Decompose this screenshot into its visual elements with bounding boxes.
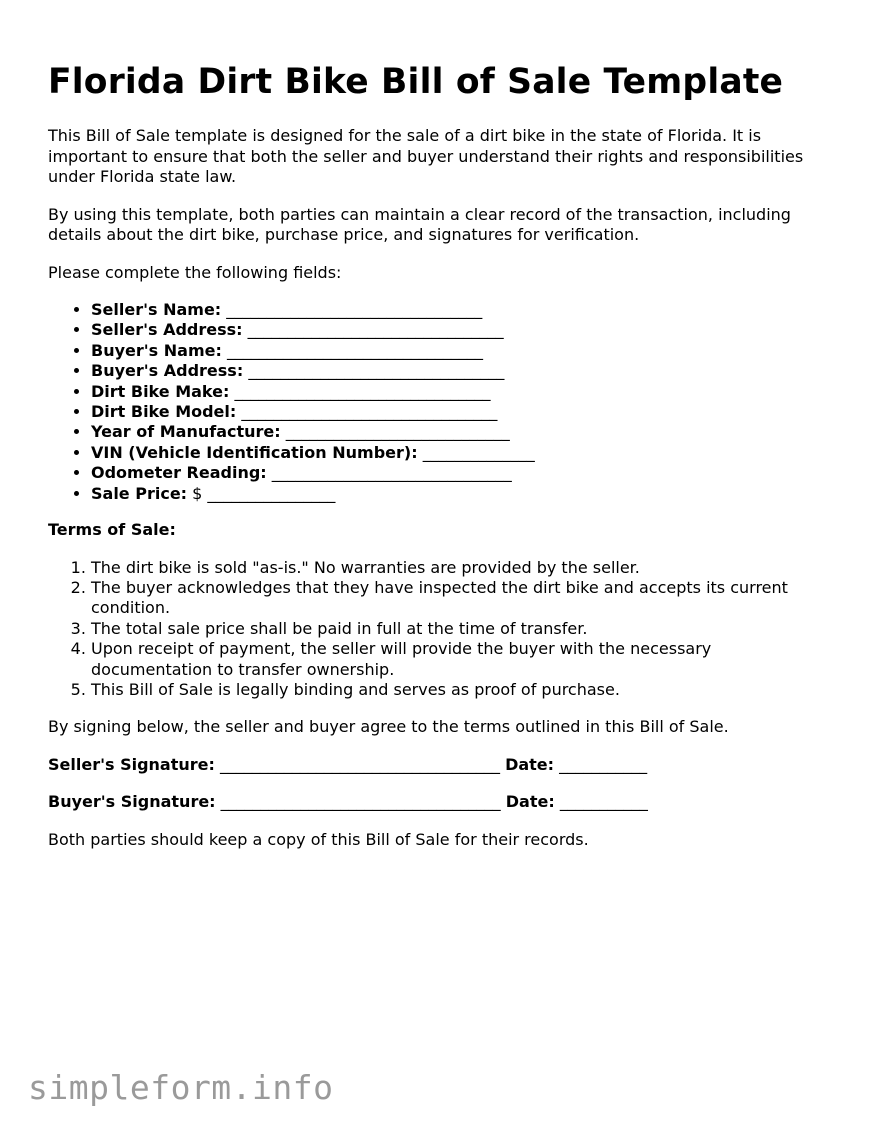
field-label: Year of Manufacture: xyxy=(91,422,281,442)
list-item xyxy=(91,402,828,422)
seller-signature-blank[interactable]: ___________________________________ xyxy=(214,754,506,774)
closing-text: Both parties should keep a copy of this Bill of Sale for their records. xyxy=(48,829,589,849)
field-label: Buyer's Name: xyxy=(91,340,222,360)
page-title: Florida Dirt Bike Bill of Sale Template xyxy=(48,62,784,102)
field-blank[interactable]: ____________________________ xyxy=(280,422,510,442)
field-label: Dirt Bike Model: xyxy=(91,402,237,422)
list-item xyxy=(91,300,828,320)
seller-signature-label: Seller's Signature: xyxy=(48,754,215,774)
field-blank[interactable]: ______________________________ xyxy=(266,463,512,483)
list-item xyxy=(91,361,828,381)
seller-date-label: Date: xyxy=(505,754,555,774)
field-blank[interactable]: ________________________________ xyxy=(229,381,491,401)
seller-signature-line xyxy=(48,755,828,776)
buyer-signature-label: Buyer's Signature: xyxy=(48,792,216,812)
watermark: simpleform.info xyxy=(28,1068,334,1107)
instructions: Please complete the following fields: xyxy=(48,262,342,282)
list-item: 1. The dirt bike is sold "as-is." No warranties are provided by the seller. xyxy=(91,558,828,578)
list-item xyxy=(91,463,828,483)
field-label: Seller's Address: xyxy=(91,320,243,340)
buyer-signature-line xyxy=(48,792,828,813)
field-blank[interactable]: ________________________________ xyxy=(242,320,504,340)
field-blank[interactable]: ________________________________ xyxy=(236,402,498,422)
list-item: 2. The buyer acknowledges that they have inspected the dirt bike and accepts its current condition. xyxy=(91,578,828,619)
terms-heading: Terms of Sale: xyxy=(48,520,176,540)
list-item xyxy=(91,382,828,402)
list-item xyxy=(91,443,828,463)
list-item xyxy=(91,422,828,442)
field-blank[interactable]: ______________ xyxy=(417,442,535,462)
list-item: 4. Upon receipt of payment, the seller will provide the buyer with the necessary documentation to transfer ownership. xyxy=(91,639,828,680)
field-blank[interactable]: ________________________________ xyxy=(221,340,483,360)
field-label: Odometer Reading: xyxy=(91,463,267,483)
list-item xyxy=(91,341,828,361)
list-item: 3. The total sale price shall be paid in full at the time of transfer. xyxy=(91,619,828,639)
field-label: Buyer's Address: xyxy=(91,361,244,381)
agreement-text: By signing below, the seller and buyer agree to the terms outlined in this Bill of Sale. xyxy=(48,717,729,737)
field-blank[interactable]: ________________________________ xyxy=(243,361,505,381)
buyer-date-blank[interactable]: ___________ xyxy=(554,792,648,812)
buyer-signature-blank[interactable]: ___________________________________ xyxy=(215,792,506,812)
list-item xyxy=(91,484,828,504)
buyer-date-label: Date: xyxy=(505,792,555,812)
field-blank[interactable]: $ ________________ xyxy=(187,483,336,503)
seller-date-blank[interactable]: ___________ xyxy=(554,754,648,774)
field-label: VIN (Vehicle Identification Number): xyxy=(91,442,418,462)
fields-list xyxy=(48,300,828,504)
field-label: Sale Price: xyxy=(91,483,188,503)
intro-paragraph-2: By using this template, both parties can maintain a clear record of the transaction, including details about the dirt bike, purchase price, and signatures for verification. xyxy=(48,204,791,244)
list-item xyxy=(91,320,828,340)
field-blank[interactable]: ________________________________ xyxy=(221,300,483,319)
field-label: Seller's Name: xyxy=(91,300,222,319)
intro-paragraph-1: This Bill of Sale template is designed for the sale of a dirt bike in the state of Florida. It is important to ensure that both the seller and buyer understand their rights and responsibilities under Florida state law. xyxy=(48,126,804,186)
document-page xyxy=(48,58,828,867)
list-item: 5. This Bill of Sale is legally binding and serves as proof of purchase. xyxy=(91,680,828,700)
field-label: Dirt Bike Make: xyxy=(91,381,230,401)
terms-list xyxy=(48,558,828,701)
